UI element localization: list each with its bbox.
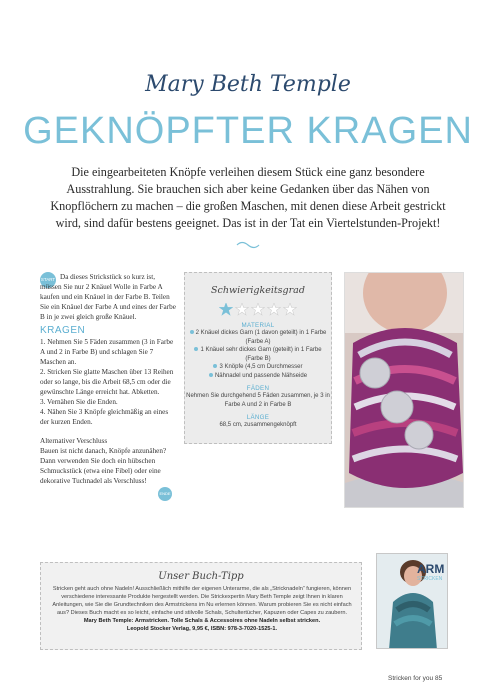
faden-heading: FÄDEN <box>246 385 270 392</box>
start-badge: START <box>40 272 56 288</box>
material-item: 3 Knöpfe (4,5 cm Durchmesser <box>185 363 331 372</box>
author-name: Mary Beth Temple <box>145 72 351 97</box>
page-title: GEKNÖPFTER KRAGEN <box>23 110 473 152</box>
star-empty-icon <box>235 303 249 317</box>
difficulty-rating <box>185 303 331 317</box>
book-tip-text: Stricken geht auch ohne Nadeln! Ausschließlich mithilfe der eigenen Unterarme, die als „Stricknadeln“ fungieren, können verschiedene interessante Produkte hergestellt werden. Die Strickexpertin Mary Beth Temple zeigt Ihnen in klaren Anleitungen, wie Sie die Grundtechniken des Armstrickens im Nu erlernen können. Warum probieren Sie es nicht einfach aus? Dieses Buch macht es so leicht, einfache und stilvolle Schals, Schultertücher, Kapuzen oder Capes zu zaubern. Mary Beth Temple: Armstricken. Tolle Schals & Accessoires ohne Nadeln selbst stricken. Leopold Stocker Verlag, 9,95 €, ISBN: 978-3-7020-1525-1. <box>52 586 352 632</box>
intro-paragraph: Die eingearbeiteten Knöpfe verleihen diesem Stück eine ganz besondere Ausstrahlung. Sie brauchen sich aber keine Gedanken über das Nähen von Knopflöchern zu machen – die großen Maschen, mit denen diese Arbeit gestrickt wird, sind dafür bestens geeignet. Das ist in der Tat ein Viertelstunden-Projekt! <box>50 165 446 230</box>
step-item: 3. Vernähen Sie die Enden. <box>40 398 118 406</box>
laenge-text: 68,5 cm, zusammengeknöpft <box>219 422 297 428</box>
book-citation: Mary Beth Temple: Armstricken. Tolle Schals & Accessoires ohne Nadeln selbst stricken. <box>83 618 321 624</box>
laenge-heading: LÄNGE <box>246 414 270 421</box>
instructions-column <box>40 272 178 486</box>
scarf-photo <box>344 272 464 508</box>
book-cover-title: ARM <box>417 562 445 576</box>
star-empty-icon <box>283 303 297 317</box>
info-panel <box>184 272 332 444</box>
book-publisher: Leopold Stocker Verlag, 9,95 €, ISBN: 978-3-7020-1525-1. <box>126 626 278 632</box>
material-heading: MATERIAL <box>241 322 275 329</box>
material-item: 2 Knäuel dickes Garn (1 davon geteilt) in 1 Farbe (Farbe A) <box>185 329 331 346</box>
star-filled-icon <box>219 303 233 317</box>
page-footer <box>388 675 442 682</box>
page-number: 85 <box>434 675 443 682</box>
book-tip-box <box>40 562 362 650</box>
star-empty-icon <box>267 303 281 317</box>
alternative-closure-text: Alternativer Verschluss Bauen ist nicht danach, Knöpfe anzunähen? Dann verwenden Sie doch ein hübschen Schmuckstück (etwa eine Fibel) oder eine dekorative Tuchnadel als Verschluss! <box>40 437 167 485</box>
difficulty-title: Schwierigkeitsgrad <box>211 285 305 296</box>
section-heading-kragen: KRAGEN <box>40 325 86 336</box>
book-tip-title: Unser Buch-Tipp <box>158 571 244 582</box>
material-item: 1 Knäuel sehr dickes Garn (geteilt) in 1 Farbe (Farbe B) <box>185 346 331 363</box>
intro-instructions: Da dieses Strickstück so kurz ist, müssen Sie nur 2 Knäuel Wolle in Farbe A kaufen und ein Knäuel in der Farbe B. Teilen Sie ein Knäuel der Farbe A und eines der Farbe B in je zwei gleich große Knäuel. <box>40 273 176 321</box>
step-item: 2. Stricken Sie glatte Maschen über 13 Reihen oder so lange, bis die Arbeit 68,5 cm oder die gewünschte Länge erreicht hat. Abketten. <box>40 368 174 396</box>
step-item: 1. Nehmen Sie 5 Fäden zusammen (3 in Farbe A und 2 in Farbe B) und schlagen Sie 7 Maschen an. <box>40 338 174 366</box>
wave-divider-icon <box>236 240 260 250</box>
step-item: 4. Nähen Sie 3 Knöpfe gleichmäßig an eines der kurzen Enden. <box>40 408 169 426</box>
end-badge: ENDE <box>158 487 172 501</box>
book-cover <box>376 553 448 649</box>
material-item: Nähnadel und passende Nähseide <box>185 372 331 381</box>
star-empty-icon <box>251 303 265 317</box>
book-cover-subtitle: STRICKEN <box>417 576 443 582</box>
magazine-name: Stricken for you <box>388 675 434 682</box>
faden-text: Nehmen Sie durchgehend 5 Fäden zusammen, je 3 in Farbe A und 2 in Farbe B <box>186 393 330 408</box>
